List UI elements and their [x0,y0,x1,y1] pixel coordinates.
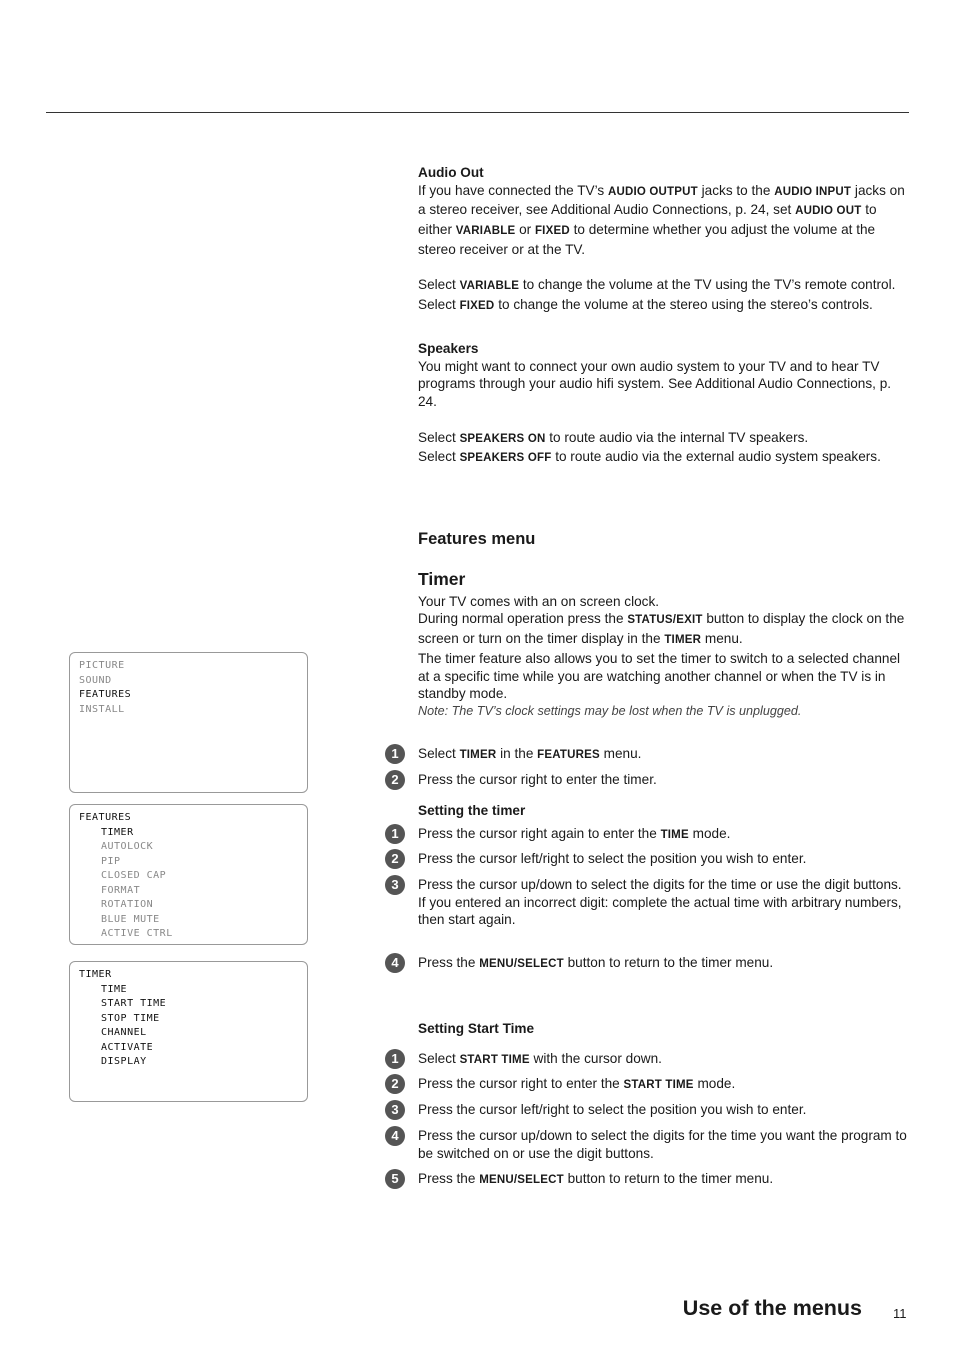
menu-item-install: INSTALL [79,703,125,715]
timer-section [418,571,912,721]
audio-out-p1: If you have connected the TV’s AUDIO OUTPUT jacks to the AUDIO INPUT jacks on a stereo receiver, see Additional Audio Connections, p. 24, set AUDIO OUT to either VARIABLE or FIXED to determine whether you adjust the volume at the stereo receiver or at the TV. [418,182,905,257]
step-number-icon: 4 [385,1126,405,1146]
menu-item-features: FEATURES [79,689,132,700]
audio-out-p3: Select FIXED to change the volume at the stereo using the stereo’s controls. [418,296,873,312]
step-number-icon: 3 [385,1100,405,1120]
step-text: Select TIMER in the FEATURES menu. [418,746,642,761]
step-text: Press the cursor right to enter the timer. [418,772,657,787]
menu-item-pip: PIP [101,855,121,867]
setting-timer-heading: Setting the timer [418,803,526,818]
timer-line2: During normal operation press the STATUS/EXIT button to display the clock on the screen or turn on the timer display in the TIMER menu. [418,611,905,647]
step-text: Press the cursor right to enter the START TIME mode. [418,1076,736,1091]
timer-line3: The timer feature also allows you to set the timer to switch to a selected channel at a specific time while you are watching another channel or when the TV is in standby mode. [418,650,901,702]
timer-note: Note: The TV’s clock settings may be lost when the TV is unplugged. [418,703,802,718]
speakers-heading: Speakers [418,341,479,356]
speakers-p2: Select SPEAKERS ON to route audio via the internal TV speakers. [418,429,809,445]
speakers-section [418,340,912,468]
menu-title-timer: TIMER [79,969,112,980]
menu-item-format: FORMAT [101,884,141,896]
menu-title-features: FEATURES [79,812,132,823]
menu-item-rotation: ROTATION [101,899,154,910]
step-number-icon: 1 [385,1049,405,1069]
setting-start-heading-wrap [418,1020,912,1038]
audio-out-p2: Select VARIABLE to change the volume at the TV using the TV’s remote control. [418,277,896,293]
menu-item-active-ctrl: ACTIVE CTRL [101,928,173,939]
step-number-icon: 1 [385,824,405,844]
menu-item-time: TIME [101,983,128,995]
osd-features-menu [69,804,308,945]
step-number-icon: 4 [385,953,405,973]
menu-item-closed-cap: CLOSED CAP [101,870,167,881]
menu-item-display: DISPLAY [101,1056,147,1067]
features-section [418,531,912,549]
speakers-p1: You might want to connect your own audio system to your TV and to hear TV programs through your audio hifi system. See Additional Audio Connections, p. 24. [418,358,892,410]
step-number-icon: 5 [385,1169,405,1189]
menu-item-channel: CHANNEL [101,1027,147,1038]
step-number-icon: 2 [385,770,405,790]
step-text: Press the cursor left/right to select the position you wish to enter. [418,851,807,866]
osd-timer-menu [69,961,308,1102]
top-rule [46,112,909,113]
menu-item-start-time: START TIME [101,998,167,1009]
step-text: Press the cursor up/down to select the digits for the time or use the digit buttons. If you entered an incorrect digit: complete the actual time with arbitrary numbers, then start again. [418,877,902,928]
step-text: Press the cursor left/right to select the position you wish to enter. [418,1102,807,1117]
step-text: Press the MENU/SELECT button to return to the timer menu. [418,955,774,970]
step-number-icon: 2 [385,1074,405,1094]
setting-timer-heading-wrap [418,802,912,820]
timer-heading: Timer [418,569,466,589]
step-text: Press the cursor right again to enter the TIME mode. [418,826,731,841]
step-number-icon: 1 [385,744,405,764]
step-text: Select START TIME with the cursor down. [418,1051,662,1066]
setting-start-heading: Setting Start Time [418,1021,535,1036]
speakers-p3: Select SPEAKERS OFF to route audio via the external audio system speakers. [418,449,881,465]
step-text: Press the cursor up/down to select the digits for the time you want the program to be switched on or use the digit buttons. [418,1128,907,1161]
menu-item-timer: TIMER [101,826,134,838]
menu-item-sound: SOUND [79,674,112,686]
audio-out-section [418,164,912,316]
menu-item-activate: ACTIVATE [101,1041,154,1053]
menu-item-blue-mute: BLUE MUTE [101,913,160,925]
step-text: Press the MENU/SELECT button to return to the timer menu. [418,1171,774,1186]
step-number-icon: 2 [385,849,405,869]
audio-out-heading: Audio Out [418,165,484,180]
features-heading: Features menu [418,530,536,548]
osd-main-menu [69,652,308,793]
page-number: 11 [893,1306,907,1321]
timer-line1: Your TV comes with an on screen clock. [418,593,660,609]
footer-title: Use of the menus [682,1296,862,1320]
menu-item-stop-time: STOP TIME [101,1012,160,1024]
menu-item-autolock: AUTOLOCK [101,841,154,852]
step-number-icon: 3 [385,875,405,895]
menu-item-picture: PICTURE [79,660,125,671]
